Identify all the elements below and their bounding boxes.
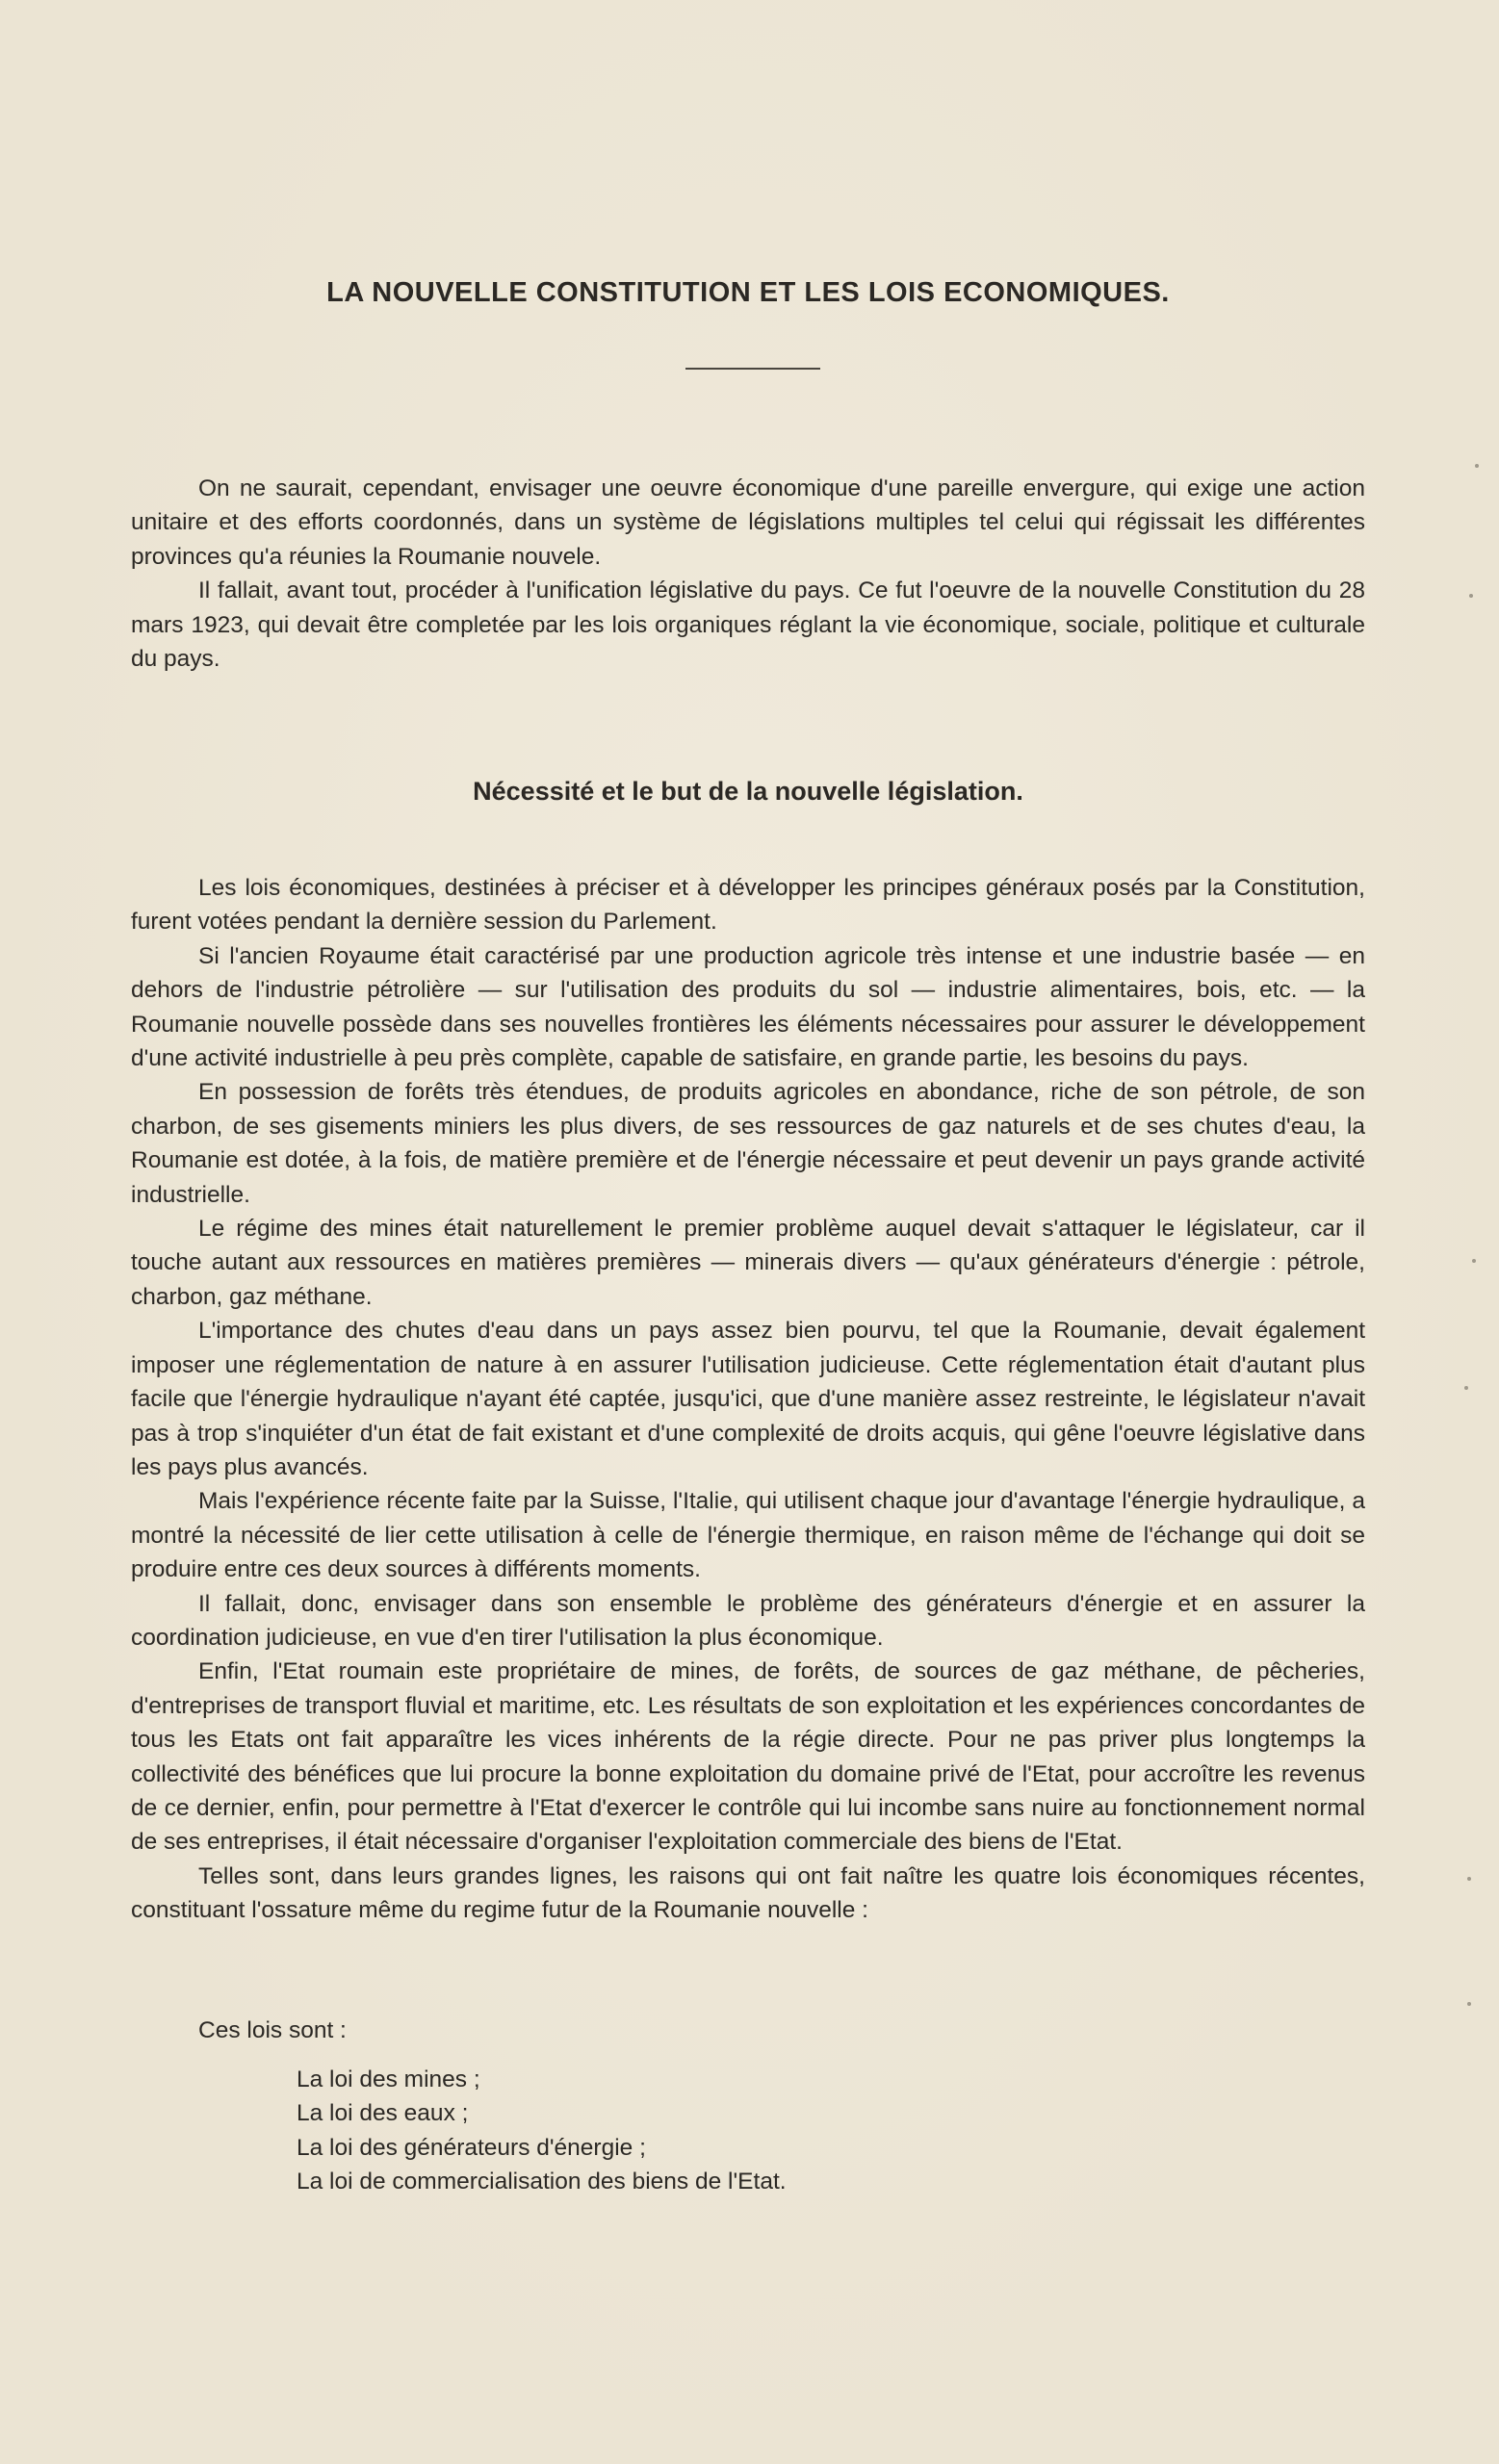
paper-speck <box>1475 464 1479 468</box>
paper-speck <box>1467 2002 1471 2006</box>
paragraph: Mais l'expérience récente faite par la Suisse, l'Italie, qui utilisent chaque jour d'avantage l'énergie hydraulique, a montré la nécessité de lier cette utilisation à celle de l'énergie thermique, en raison même de l'échange qui doit se produire entre ces deux sources à différents moments. <box>131 1488 1365 1583</box>
list-item: La loi de commercialisation des biens de l'Etat. <box>297 2169 787 2195</box>
intro-section <box>131 472 1365 676</box>
body-section <box>131 871 1365 1928</box>
section-title: Nécessité et le but de la nouvelle législation. <box>473 777 1023 806</box>
paragraph: En possession de forêts très étendues, de produits agricoles en abondance, riche de son pétrole, de son charbon, de ses gisements miniers les plus divers, de ses ressources de gaz naturels et de ses chutes d'eau, la Roumanie est dotée, à la fois, de matière première et de l'énergie nécessaire et peut devenir un pays grande activité industrielle. <box>131 1079 1365 1208</box>
title-divider <box>685 368 820 370</box>
paper-speck <box>1464 1386 1468 1390</box>
paragraph: Si l'ancien Royaume était caractérisé par une production agricole très intense et une industrie basée — en dehors de l'industrie pétrolière — sur l'utilisation des produits du sol — industrie alimentaires, bois, etc. — la Roumanie nouvelle possède dans ses nouvelles frontières les éléments nécessaires pour assurer le développement d'une activité industrielle à peu près complète, capable de satisfaire, en grande partie, les besoins du pays. <box>131 942 1365 1072</box>
list-item: La loi des générateurs d'énergie ; <box>297 2134 646 2161</box>
laws-intro: Ces lois sont : <box>198 2017 347 2043</box>
paragraph: On ne saurait, cependant, envisager une oeuvre économique d'une pareille envergure, qui exige une action unitaire et des efforts coordonnés, dans un système de législations multiples tel celui qui régissait les différentes provinces qu'a réunies la Roumanie nouvele. <box>131 475 1365 570</box>
paper-speck <box>1472 1259 1476 1263</box>
paragraph: L'importance des chutes d'eau dans un pays assez bien pourvu, tel que la Roumanie, devait également imposer une réglementation de nature à en assurer l'utilisation judicieuse. Cette réglementation était d'autant plus facile que l'énergie hydraulique n'ayant été captée, jusqu'ici, que d'une manière assez restreinte, le législateur n'avait pas à trop s'inquiéter d'un état de fait existant et d'une complexité de droits acquis, qui gêne l'oeuvre législative dans les pays plus avancés. <box>131 1318 1365 1480</box>
paper-speck <box>1469 594 1473 598</box>
document-title: LA NOUVELLE CONSTITUTION ET LES LOIS ECONOMIQUES. <box>326 277 1170 308</box>
paragraph: Il fallait, avant tout, procéder à l'unification législative du pays. Ce fut l'oeuvre de la nouvelle Constitution du 28 mars 1923, qui devait être completée par les lois organiques réglant la vie économique, sociale, politique et culturale du pays. <box>131 578 1365 673</box>
paragraph: Telles sont, dans leurs grandes lignes, les raisons qui ont fait naître les quatre lois économiques récentes, constituant l'ossature même du regime futur de la Roumanie nouvelle : <box>131 1862 1365 1924</box>
laws-list <box>297 2063 787 2199</box>
list-item: La loi des eaux ; <box>297 2100 469 2127</box>
paragraph: Il fallait, donc, envisager dans son ensemble le problème des générateurs d'énergie et en assurer la coordination judicieuse, en vue d'en tirer l'utilisation la plus économique. <box>131 1590 1365 1651</box>
paper-speck <box>1467 1877 1471 1881</box>
paragraph: Les lois économiques, destinées à préciser et à développer les principes généraux posés par la Constitution, furent votées pendant la dernière session du Parlement. <box>131 875 1365 936</box>
paragraph: Enfin, l'Etat roumain este propriétaire de mines, de forêts, de sources de gaz méthane, de pêcheries, d'entreprises de transport fluvial et maritime, etc. Les résultats de son exploitation et les expériences concordantes de tous les Etats ont fait apparaître les vices inhérents de la régie directe. Pour ne pas priver plus longtemps la collectivité des bénéfices que lui procure la bonne exploitation du domaine privé de l'Etat, pour accroître les revenus de ce dernier, enfin, pour permettre à l'Etat d'exercer le contrôle qui lui incombe sans nuire au fonctionnement normal de ses entreprises, il était nécessaire d'organiser l'exploitation commerciale des biens de l'Etat. <box>131 1658 1365 1856</box>
list-item: La loi des mines ; <box>297 2066 480 2092</box>
paragraph: Le régime des mines était naturellement le premier problème auquel devait s'attaquer le législateur, car il touche autant aux ressources en matières premières — minerais divers — qu'aux générateurs d'énergie : pétrole, charbon, gaz méthane. <box>131 1216 1365 1310</box>
